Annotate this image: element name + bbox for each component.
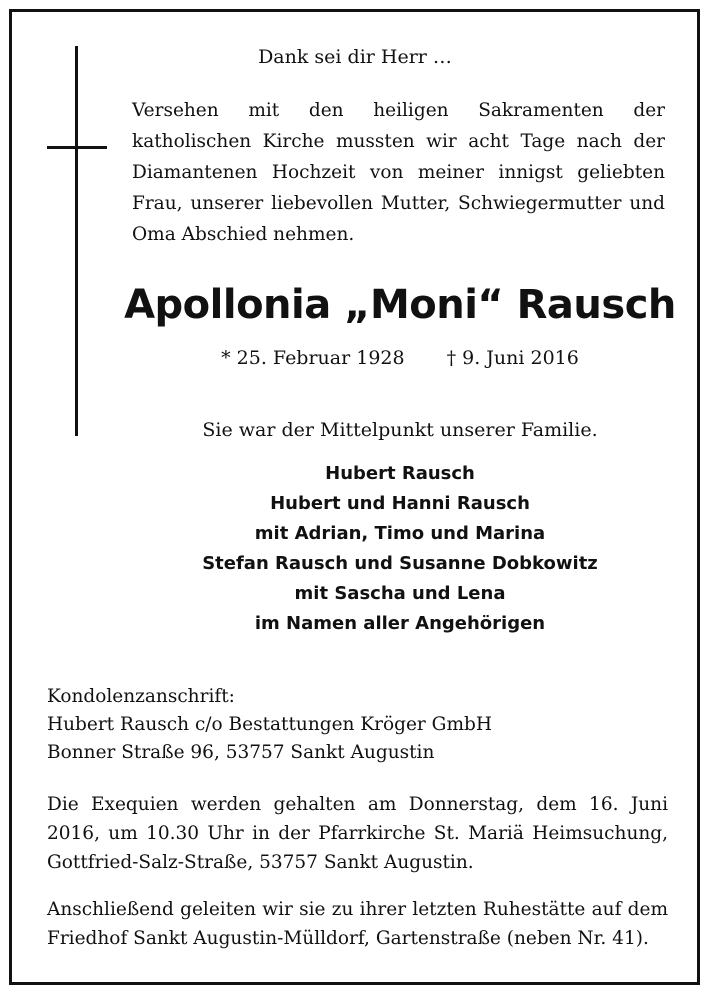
condolence-address [47,683,667,767]
birth-date: * 25. Februar 1928 [221,347,405,369]
burial-info: Anschließend geleiten wir sie zu ihrer letzten Ruhestätte auf dem Friedhof Sankt Augustin-Mülldorf, Gartenstraße (neben Nr. 41). [47,899,668,949]
condolence-line-1: Hubert Rausch c/o Bestattungen Kröger GmbH [47,714,492,735]
death-date: † 9. Juni 2016 [446,347,579,369]
tribute-line: Sie war der Mittelpunkt unserer Familie. [202,419,598,441]
motto: Dank sei dir Herr … [258,46,452,68]
cross-horizontal-bar [47,146,107,149]
life-dates [120,347,680,369]
mourner-line: im Namen aller Angehörigen [254,613,546,634]
mourner-line: mit Sascha und Lena [294,583,506,604]
mourners-list [120,459,680,639]
condolence-label: Kondolenzanschrift: [47,686,235,707]
condolence-line-2: Bonner Straße 96, 53757 Sankt Augustin [47,742,435,763]
mourner-line: Hubert und Hanni Rausch [270,493,530,514]
mourner-line: mit Adrian, Timo und Marina [254,523,546,544]
service-info: Die Exequien werden gehalten am Donnerstag, dem 16. Juni 2016, um 10.30 Uhr in der Pfarrkirche St. Mariä Heimsuchung, Gottfried-Salz-Straße, 53757 Sankt Augustin. [47,794,668,873]
deceased-name: Apollonia „Moni“ Rausch [124,282,676,328]
mourner-line: Hubert Rausch [325,463,475,484]
cross-vertical-bar [75,46,78,436]
intro-text: Versehen mit den heiligen Sakramenten der katholischen Kirche mussten wir acht Tage nach der Diamantenen Hochzeit von meiner innigst geliebten Frau, unserer liebevollen Mutter, Schwiegermutter und Oma Abschied nehmen. [132,100,665,245]
mourner-line: Stefan Rausch und Susanne Dobkowitz [202,553,598,574]
